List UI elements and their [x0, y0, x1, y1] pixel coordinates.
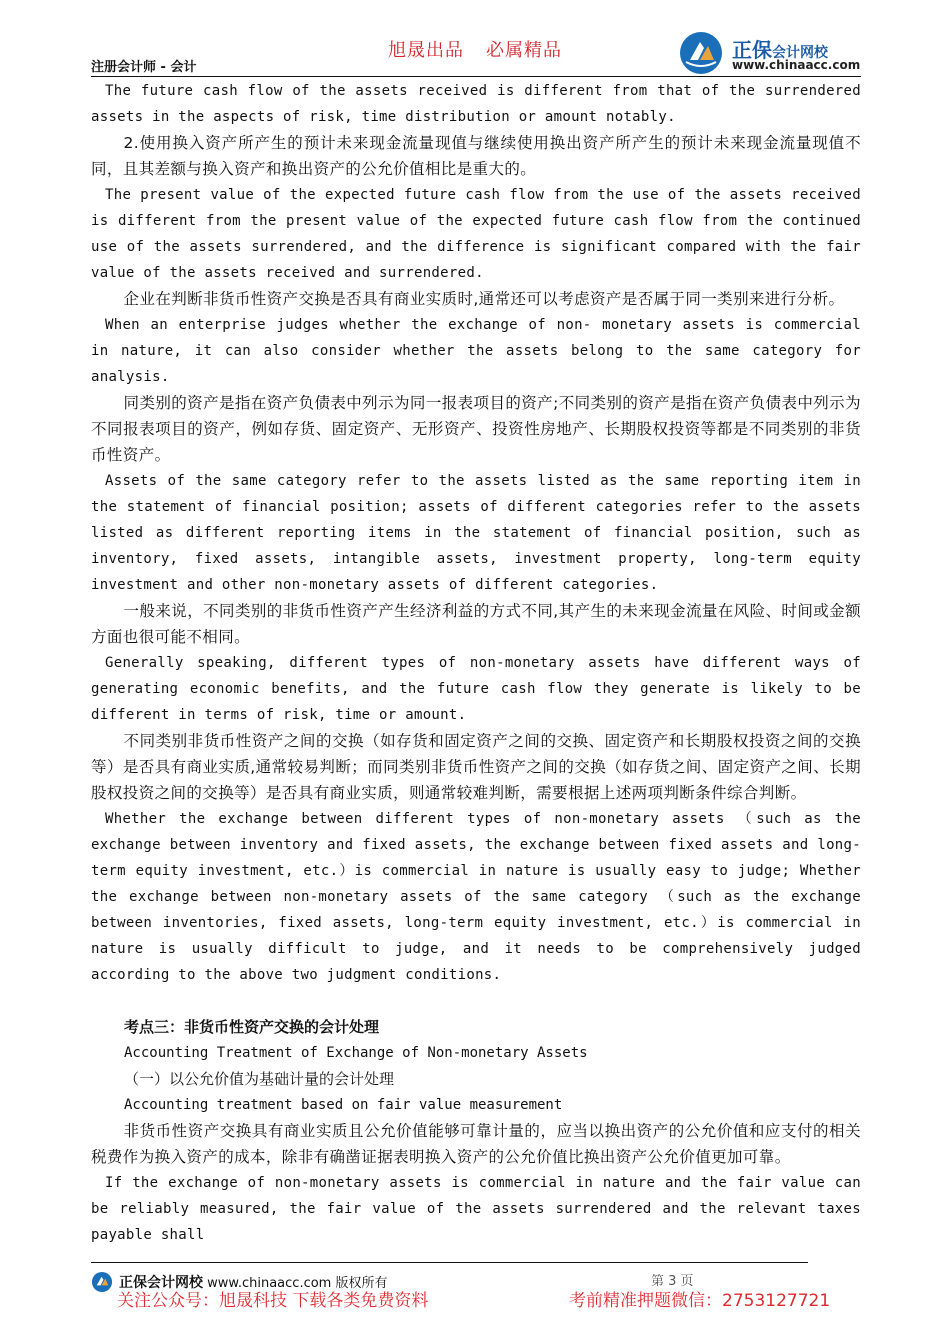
- paragraph: Generally speaking, different types of non-monetary assets have different ways of generating economic benefits, and the future cash flow they generate is likely to be different in terms of risk, time or amount.: [91, 655, 861, 723]
- paragraph: The future cash flow of the assets received is different from that of the surrendered assets in the aspects of risk, time distribution or amount notably.: [91, 83, 861, 125]
- promo-text-right: 必属精品: [486, 40, 562, 61]
- paragraph: Assets of the same category refer to the assets listed as the same reporting item in the statement of financial position; assets of different categories refer to the assets listed as different reporting items in the statement of financial position, such as inventory, fixed assets, intangible assets, investment property, long-term equity investment and other non-monetary assets of different categories.: [91, 473, 861, 593]
- subsection-heading-en: Accounting treatment based on fair value measurement: [124, 1097, 563, 1113]
- footer-brand: 正保会计网校: [119, 1275, 203, 1291]
- logo-name-small: 会计网校: [772, 45, 828, 61]
- paragraph: 同类别的资产是指在资产负债表中列示为同一报表项目的资产;不同类别的资产是指在资产负债表中列示为不同报表项目的资产，例如存货、固定资产、无形资产、投资性房地产、长期股权投资等都是不同类别的非货币性资产。: [91, 394, 861, 464]
- subsection-heading: （一）以公允价值为基础计量的会计处理: [124, 1070, 395, 1088]
- footer-promo-left: 关注公众号：旭晟科技 下载各类免费资料: [117, 1291, 429, 1311]
- paragraph: Whether the exchange between different types of non-monetary assets （such as the exchange between inventory and fixed assets, the exchange between fixed assets and long-term equity investment, etc.）is commercial in nature is usually easy to judge; Whether the exchange between non-monetary assets of the same category （such as the exchange between inventories, fixed assets, long-term equity investment, etc.）is commercial in nature is usually difficult to judge, and it needs to be comprehensively judged according to the above two judgment conditions.: [91, 811, 861, 983]
- promo-text-left: 旭晟出品: [388, 40, 464, 61]
- logo-url: www.chinaacc.com: [732, 58, 861, 72]
- paragraph: If the exchange of non-monetary assets is commercial in nature and the fair value can be reliably measured, the fair value of the assets surrendered and the relevant taxes payable shall: [91, 1175, 861, 1243]
- footer-promo-right: 考前精准押题微信：2753127721: [569, 1291, 831, 1311]
- paragraph: The present value of the expected future cash flow from the use of the assets received is different from the present value of the expected future cash flow from the continued use of the assets surrendered, and the difference is significant compared with the fair value of the assets received and surrendered.: [91, 187, 861, 281]
- paragraph: 非货币性资产交换具有商业实质且公允价值能够可靠计量的，应当以换出资产的公允价值和应支付的相关税费作为换入资产的成本，除非有确凿证据表明换入资产的公允价值比换出资产公允价值更加可靠。: [91, 1122, 861, 1166]
- page-number: 第 3 页: [651, 1274, 694, 1289]
- paragraph: 2.使用换入资产所产生的预计未来现金流量现值与继续使用换出资产所产生的预计未来现金流量现值不同，且其差额与换入资产和换出资产的公允价值相比是重大的。: [91, 134, 861, 178]
- page-footer: [91, 1268, 861, 1328]
- footer-divider: [91, 1262, 808, 1263]
- page-header: [0, 0, 950, 80]
- logo-name-main: 正保: [732, 38, 772, 62]
- document-body: [91, 78, 861, 1248]
- paragraph: 不同类别非货币性资产之间的交换（如存货和固定资产之间的交换、固定资产和长期股权投资之间的交换等）是否具有商业实质,通常较易判断；而同类别非货币性资产之间的交换（如存货之间、固定资产之间、长期股权投资之间的交换等）是否具有商业实质，则通常较难判断，需要根据上述两项判断条件综合判断。: [91, 732, 861, 802]
- section-heading-en: Accounting Treatment of Exchange of Non-monetary Assets: [124, 1045, 588, 1061]
- subject-label: 注册会计师 - 会计: [91, 60, 197, 75]
- section-heading: 考点三：非货币性资产交换的会计处理: [124, 1018, 380, 1036]
- header-promo: [388, 36, 584, 62]
- footer-logo-icon: [91, 1271, 113, 1293]
- paragraph: 企业在判断非货币性资产交换是否具有商业实质时,通常还可以考虑资产是否属于同一类别来进行分析。: [123, 290, 845, 308]
- paragraph: When an enterprise judges whether the exchange of non- monetary assets is commercial in nature, it can also consider whether the assets belong to the same category for analysis.: [91, 317, 861, 385]
- header-divider: [91, 76, 861, 77]
- paragraph: 一般来说，不同类别的非货币性资产产生经济利益的方式不同,其产生的未来现金流量在风险、时间或金额方面也很可能不相同。: [91, 602, 861, 646]
- logo-emblem-icon: [678, 30, 724, 76]
- footer-site: www.chinaacc.com 版权所有: [207, 1276, 388, 1291]
- brand-logo[interactable]: [678, 30, 868, 76]
